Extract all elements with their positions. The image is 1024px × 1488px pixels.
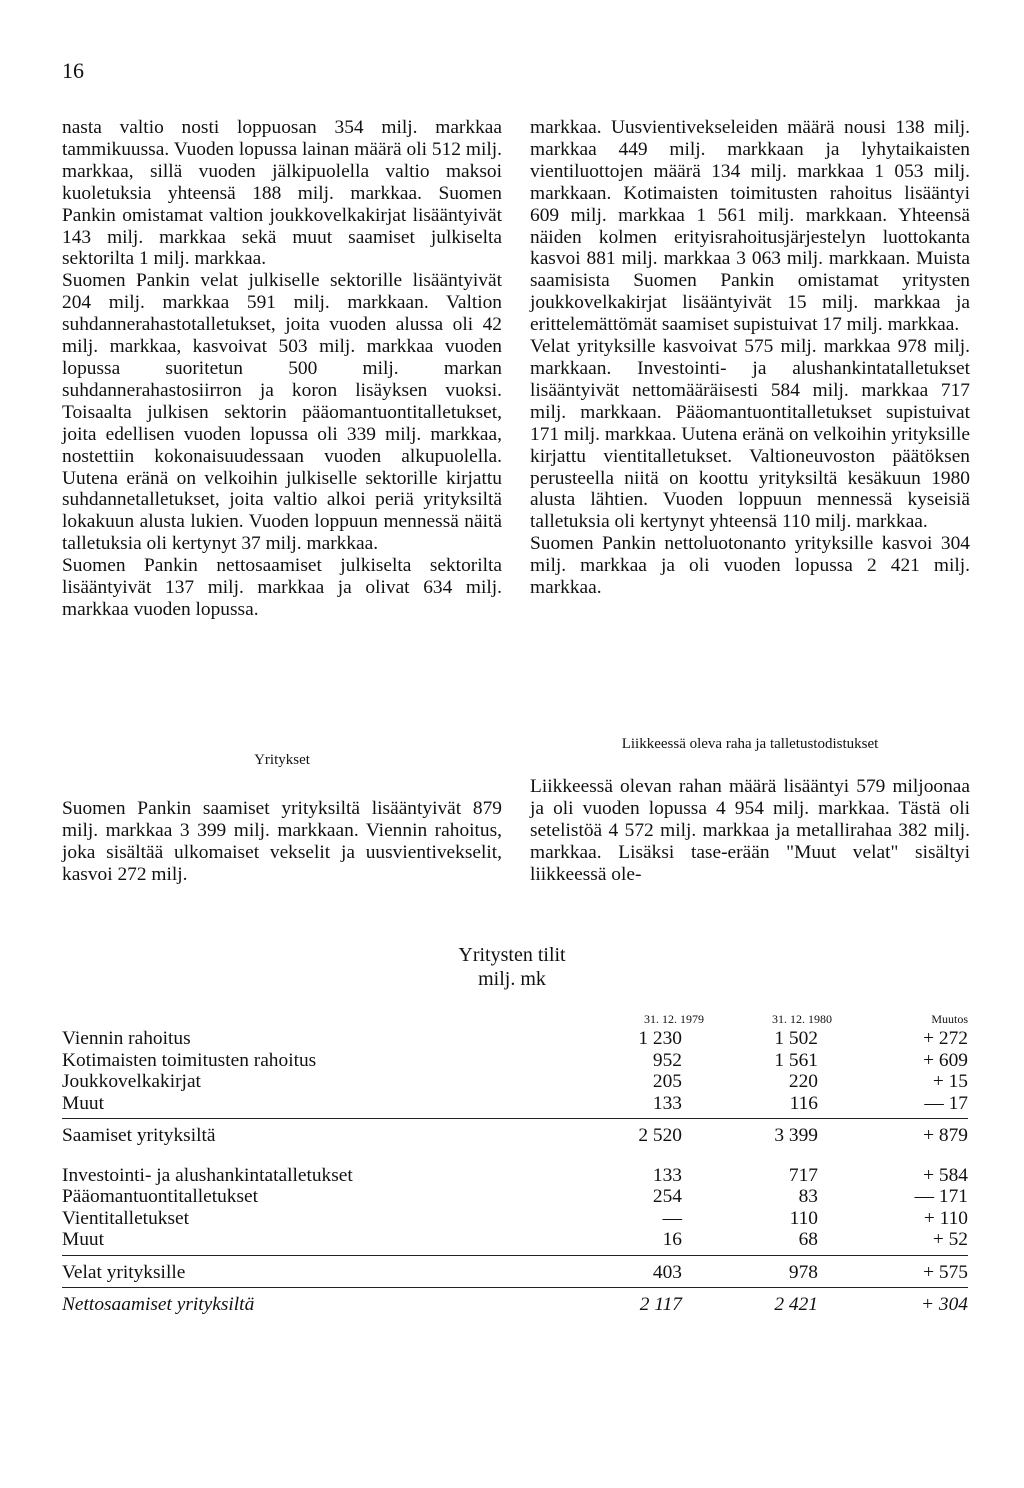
right-column-lower <box>530 776 970 886</box>
row-value-1980: 978 <box>788 1261 818 1283</box>
row-label: Muut <box>62 1229 108 1250</box>
row-value-1980: 1 561 <box>774 1049 818 1071</box>
column-header: 31. 12. 1979 <box>644 1012 704 1026</box>
row-label: Velat yrityksille <box>62 1262 189 1283</box>
left-paragraph-1: nasta valtio nosti loppuosan 354 milj. markkaa tammikuussa. Vuoden lopussa lainan määrä oli 512 milj. markkaa, sillä vuoden jälkipuolella valtio maksoi kuoletuksia yhteensä 188 milj. markkaa. Suomen Pankin omistamat valtion joukkovelkakirjat lisääntyivät 143 milj. markkaa sekä muut saamiset julkiselta sektorilta 1 milj. markkaa. <box>62 117 502 270</box>
row-change: — 171 <box>914 1186 968 1207</box>
table-row <box>62 1050 968 1072</box>
row-label: Vientitalletukset <box>62 1208 193 1229</box>
right-column <box>530 117 970 599</box>
right-paragraph-2: Velat yrityksille kasvoivat 575 milj. markkaa 978 milj. markkaan. Investointi- ja alushankintatalletukset lisääntyivät nettomääräisesti 584 milj. markkaa 717 milj. markkaan. Pääomantuontitalletukset supistuivat 171 milj. markkaa. Uutena eränä on velkoihin yrityksille kirjattu vientitalletukset. Valtioneuvoston päätöksen perusteella niitä on koottu yrityksiltä kesäkuun 1980 alusta lähtien. Vuoden loppuun mennessä kyseisiä talletuksia oli kertynyt yhteensä 110 milj. markkaa. <box>530 336 970 533</box>
left-paragraph-3: Suomen Pankin nettosaamiset julkiselta sektorilta lisääntyivät 137 milj. markkaa ja olivat 634 milj. markkaa vuoden lopussa. <box>62 555 502 620</box>
table-divider <box>62 1118 968 1119</box>
accounts-table <box>62 1008 968 1316</box>
section-heading-liikkeessa: Liikkeessä oleva raha ja talletustodistukset <box>621 736 879 752</box>
row-value-1980: 110 <box>789 1207 818 1229</box>
row-value-1979: 133 <box>652 1164 682 1186</box>
column-header: Muutos <box>931 1012 968 1026</box>
left-column-lower <box>62 798 502 886</box>
row-label: Muut <box>62 1093 108 1114</box>
row-change: + 15 <box>932 1071 968 1092</box>
table-row <box>62 1229 968 1251</box>
table-row <box>62 1028 968 1050</box>
row-change: + 304 <box>920 1294 968 1315</box>
table-row <box>62 1186 968 1208</box>
row-value-1979: 1 230 <box>638 1028 682 1049</box>
table-row <box>62 1071 968 1093</box>
row-change: + 879 <box>923 1125 968 1146</box>
section-heading-yritykset: Yritykset <box>254 752 310 768</box>
row-label: Saamiset yrityksiltä <box>62 1125 220 1146</box>
left-lower-paragraph: Suomen Pankin saamiset yrityksiltä lisääntyivät 879 milj. markkaa 3 399 milj. markkaan. Viennin rahoitus, joka sisältää ulkomaiset vekselit ja uusvientivekselit, kasvoi 272 milj. <box>62 798 502 885</box>
row-value-1980: 116 <box>789 1092 818 1114</box>
column-header: 31. 12. 1980 <box>772 1012 832 1026</box>
row-value-1979: 254 <box>652 1186 682 1207</box>
row-value-1980: 1 502 <box>774 1028 818 1049</box>
table-total-row <box>62 1125 968 1147</box>
table-divider <box>62 1255 968 1256</box>
table-row <box>62 1093 968 1115</box>
row-change: + 272 <box>923 1028 968 1049</box>
right-paragraph-1: markkaa. Uusvientivekseleiden määrä nousi 138 milj. markkaa 449 milj. markkaan ja lyhytaikaisten vientiluottojen määrä 134 milj. markkaa 1 053 milj. markkaan. Kotimaisten toimitusten rahoitus lisääntyi 609 milj. markkaa 1 561 milj. markkaan. Yhteensä näiden kolmen erityisrahoitusjärjestelyn luottokanta kasvoi 881 milj. markkaa 3 063 milj. markkaan. Muista saamisista Suomen Pankin omistamat yritysten joukkovelkakirjat lisääntyivät 15 milj. markkaa ja erittelemättömät saamiset supistuivat 17 milj. markkaa. <box>530 117 970 336</box>
row-value-1979: 205 <box>652 1071 682 1092</box>
row-value-1979: 2 520 <box>638 1125 682 1146</box>
row-value-1979: — <box>662 1207 682 1229</box>
row-change: + 52 <box>932 1229 968 1250</box>
row-value-1980: 220 <box>788 1071 818 1092</box>
row-label: Pääomantuontitalletukset <box>62 1186 262 1207</box>
row-change: — 17 <box>924 1092 968 1114</box>
left-paragraph-2: Suomen Pankin velat julkiselle sektorille lisääntyivät 204 milj. markkaa 591 milj. markkaan. Valtion suhdannerahastotalletukset, joita vuoden alussa oli 42 milj. markkaa, kasvoivat 503 milj. markkaa vuoden lopussa suoritetun 500 milj. markan suhdannerahastosiirron ja koron lisäyksen vuoksi. Toisaalta julkisen sektorin pääomantuontitalletukset, joita edellisen vuoden lopussa oli 339 milj. markkaa, nostettiin kokonaisuudessaan vuoden alkupuolella. Uutena eränä on velkoihin julkiselle sektorille kirjattu suhdannetalletukset, joita valtio alkoi periä yrityksiltä lokakuun alusta lukien. Vuoden loppuun mennessä näitä talletuksia oli kertynyt 37 milj. markkaa. <box>62 270 502 555</box>
right-lower-paragraph: Liikkeessä olevan rahan määrä lisääntyi 579 miljoonaa ja oli vuoden lopussa 4 954 milj. markkaa. Tästä oli setelistöä 4 572 milj. markkaa ja metallirahaa 382 milj. markkaa. Lisäksi tase-erään "Muut velat" sisältyi liikkeessä ole- <box>530 776 970 885</box>
row-value-1980: 83 <box>798 1186 818 1207</box>
table-total-row <box>62 1262 968 1284</box>
row-value-1980: 3 399 <box>774 1125 818 1146</box>
row-label: Kotimaisten toimitusten rahoitus <box>62 1050 320 1071</box>
row-label: Investointi- ja alushankintatalletukset <box>62 1165 357 1186</box>
row-label: Viennin rahoitus <box>62 1028 195 1049</box>
row-label: Joukkovelkakirjat <box>62 1071 205 1092</box>
table-row <box>62 1165 968 1187</box>
row-value-1980: 717 <box>788 1164 818 1186</box>
table-divider <box>62 1287 968 1288</box>
row-change: + 609 <box>923 1049 968 1071</box>
table-row <box>62 1208 968 1230</box>
table-title: Yritysten tilit <box>458 944 566 966</box>
row-value-1979: 403 <box>652 1261 682 1283</box>
page-number: 16 <box>62 58 84 83</box>
row-value-1980: 68 <box>798 1229 818 1250</box>
row-change: + 584 <box>923 1164 968 1186</box>
table-header-row <box>62 1008 968 1028</box>
row-value-1979: 952 <box>652 1049 682 1071</box>
row-change: + 575 <box>923 1261 968 1283</box>
row-value-1979: 16 <box>662 1229 682 1250</box>
row-value-1979: 2 117 <box>639 1294 682 1315</box>
row-value-1980: 2 421 <box>774 1294 818 1315</box>
table-subtitle: milj. mk <box>478 968 546 990</box>
row-change: + 110 <box>923 1207 968 1229</box>
right-paragraph-3: Suomen Pankin nettoluotonanto yrityksille kasvoi 304 milj. markkaa ja oli vuoden lopussa 2 421 milj. markkaa. <box>530 533 970 599</box>
row-value-1979: 133 <box>652 1092 682 1114</box>
row-label: Nettosaamiset yrityksiltä <box>62 1294 258 1315</box>
left-column <box>62 117 502 621</box>
table-net-row <box>62 1294 968 1316</box>
